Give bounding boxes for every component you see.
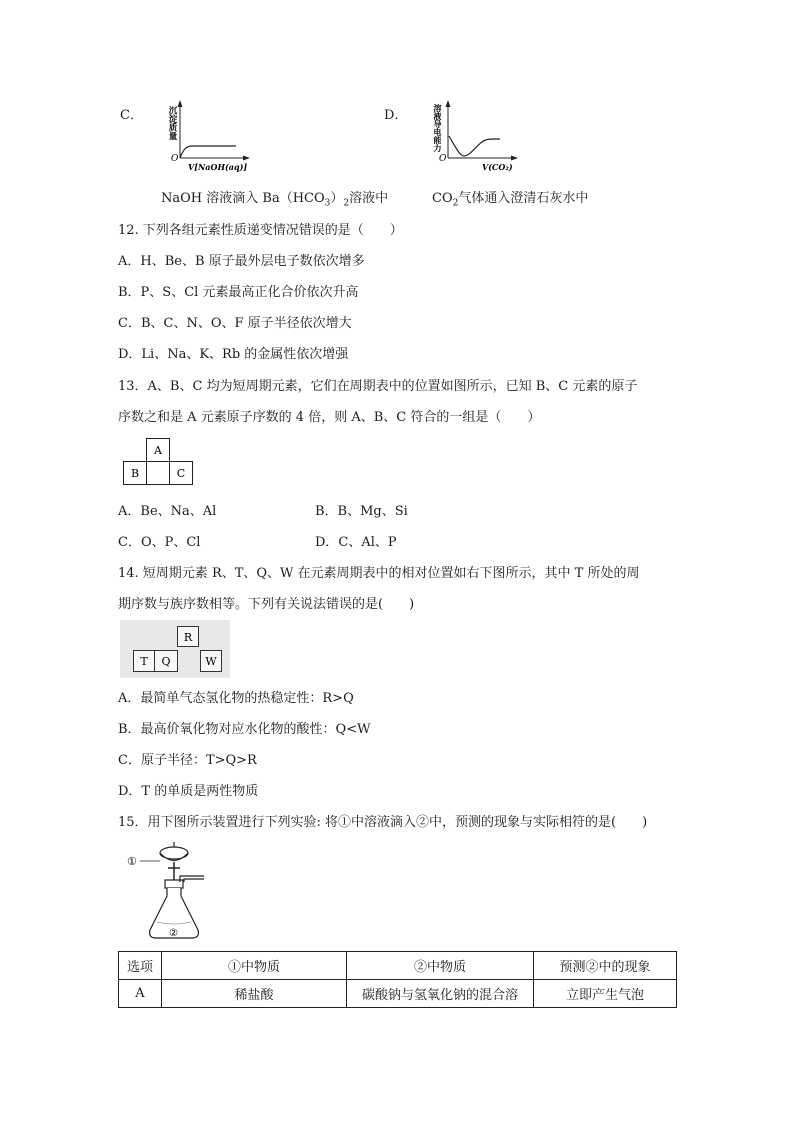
graph-c-precipitate <box>150 98 260 178</box>
q13-periodic-grid <box>118 438 198 488</box>
graph-d-xlabel: V(CO₂) <box>482 162 513 172</box>
option-c-letter: C． <box>120 108 143 123</box>
graph-c-xlabel: V[NaOH(aq)] <box>188 162 248 172</box>
q14-cell-w: W <box>205 655 217 668</box>
q12-stem: 12. 下列各组元素性质递变情况错误的是（ ） <box>118 223 403 238</box>
q13-option-c: C．O、P、Cl <box>118 535 201 550</box>
table-header-cell: 预测②中的现象 <box>534 952 677 980</box>
table-cell: A <box>119 980 162 1008</box>
q12-option-a: A．H、Be、B 原子最外层电子数依次增多 <box>118 254 365 269</box>
table-cell: 立即产生气泡 <box>534 980 677 1008</box>
q12-option-d: D．Li、Na、K、Rb 的金属性依次增强 <box>118 347 349 362</box>
graph-c-origin: O <box>171 154 179 164</box>
q15-stem: 15．用下图所示装置进行下列实验: 将①中溶液滴入②中，预测的现象与实际相符的是( ) <box>118 815 648 830</box>
graph-c-ylabel: 沉淀质量 <box>167 106 177 140</box>
apparatus-label-1: ① <box>127 855 137 868</box>
graph-d-ylabel: 溶液导电能力 <box>433 104 443 152</box>
table-header-cell: ①中物质 <box>162 952 347 980</box>
q14-cell-q: Q <box>161 655 171 668</box>
q14-option-c: C．原子半径：T>Q>R <box>118 753 257 768</box>
q15-apparatus <box>124 838 224 946</box>
table-header-row <box>119 952 677 980</box>
table-row <box>119 980 677 1008</box>
q13-option-b: B．B、Mg、Si <box>315 504 408 519</box>
q14-periodic-grid <box>120 620 230 678</box>
table-cell: 碳酸钠与氢氧化钠的混合溶 <box>347 980 534 1008</box>
q13-option-a: A．Be、Na、Al <box>118 504 217 519</box>
graph-d-caption: $CO_2$气体通入澄清石灰水中 <box>432 191 589 209</box>
q12-option-b: B．P、S、Cl 元素最高正化合价依次升高 <box>118 285 359 300</box>
table-cell: 稀盐酸 <box>162 980 347 1008</box>
q14-option-b: B．最高价氧化物对应水化物的酸性：Q<W <box>118 722 371 737</box>
table-header-cell: 选项 <box>119 952 162 980</box>
q12-option-c: C．B、C、N、O、F 原子半径依次增大 <box>118 316 352 331</box>
q13-cell-a: A <box>154 444 162 457</box>
graph-d-origin: O <box>439 154 447 164</box>
q13-stem-line2: 序数之和是 A 元素原子序数的 4 倍，则 A、B、C 符合的一组是（ ） <box>118 410 541 425</box>
q13-option-d: D．C、Al、P <box>315 535 397 550</box>
table-header-cell: ②中物质 <box>347 952 534 980</box>
q13-cell-b: B <box>130 467 140 480</box>
q14-cell-r: R <box>183 631 193 644</box>
q14-option-d: D．T 的单质是两性物质 <box>118 784 259 799</box>
graph-c-caption: NaOH 溶液滴入 $Ba(HCO_3)_2$溶液中 <box>161 191 389 209</box>
q14-cell-t: T <box>140 655 148 668</box>
q13-stem-line1: 13．A、B、C 均为短周期元素，它们在周期表中的位置如图所示，已知 B、C 元素的原子 <box>118 379 638 394</box>
q14-stem-line1: 14. 短周期元素 R、T、Q、W 在元素周期表中的相对位置如右下图所示，其中 T 所处的周 <box>118 566 640 581</box>
apparatus-label-2: ② <box>169 928 178 939</box>
q15-options-table <box>118 951 677 1008</box>
q13-cell-c: C <box>176 467 186 480</box>
option-d-letter: D． <box>384 108 408 123</box>
q14-option-a: A．最简单气态氢化物的热稳定性：R>Q <box>118 691 354 706</box>
q14-stem-line2: 期序数与族序数相等。下列有关说法错误的是( ) <box>118 597 415 612</box>
graph-d-conductivity <box>420 98 530 178</box>
